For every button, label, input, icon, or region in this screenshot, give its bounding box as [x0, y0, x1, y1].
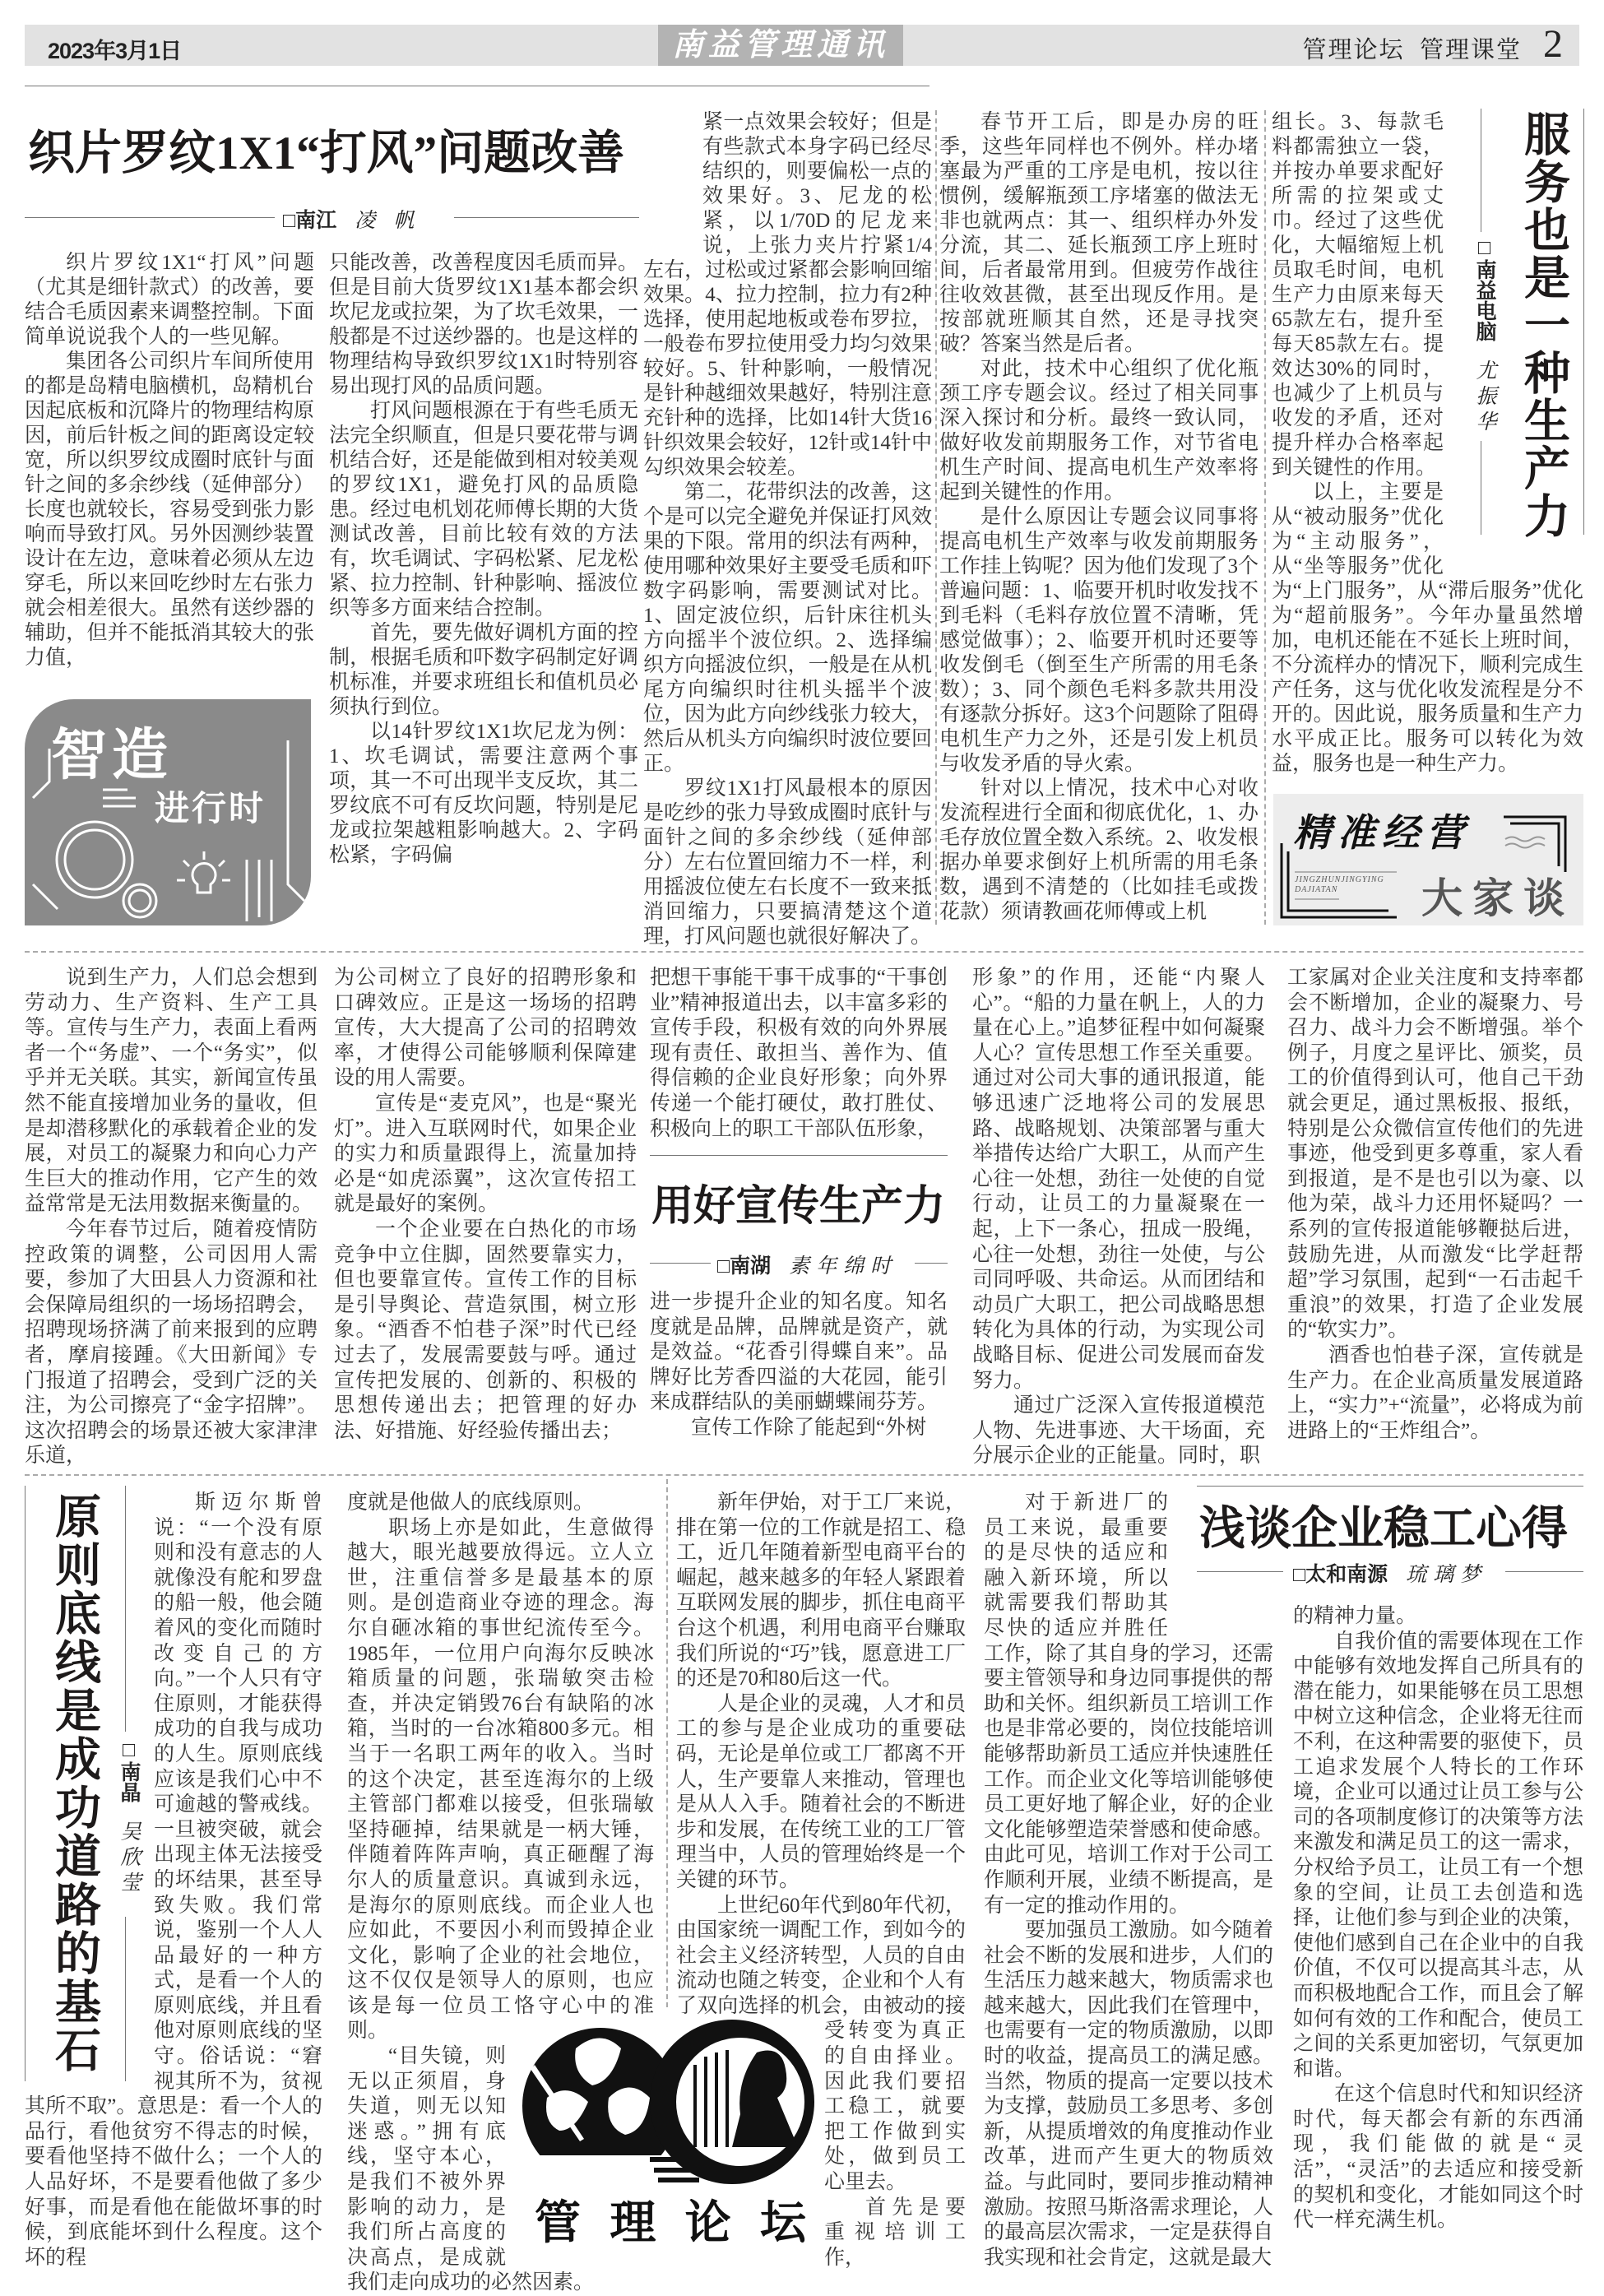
article-column [329, 251, 638, 868]
logo-char: 坛 [759, 2196, 806, 2248]
paragraph: 度就是他做人的底线原则。 [347, 1491, 595, 1514]
byline-author: 尤振华 [1473, 359, 1495, 436]
article-title: 用好宣传生产力 [651, 1184, 946, 1230]
paragraph: 对此，技术中心组织了优化瓶颈工序专题会议。经过了相关同事深入探讨和分析。最终一致认同，做好收发前期服务工作，对节省电机生产时间、提高电机生产效率将起到关键性的作用。 [939, 358, 1259, 503]
paragraph: 罗纹1X1打风最根本的原因是吃纱的张力导致成圈时底针与面针之间的多余纱线（延伸部分）左右位置回缩力不一样，利用摇波位使左右长度不一致来抵消回缩力，只要搞清楚这个道理，打风问题也就很好解决了。 [643, 777, 932, 948]
article-column [334, 966, 637, 1444]
section-divider [25, 1474, 1583, 1476]
article-column [939, 110, 1259, 925]
paragraph: 首先是要重视培训工作， [824, 2196, 966, 2269]
pinyin-line: JINGZHUNJINGYING [1295, 875, 1384, 884]
section-labels: 管理论坛 管理课堂 [1302, 37, 1522, 63]
paragraph: 是什么原因让专题会议同事将提高电机生产效率与收发前期服务工作挂上钩呢？因为他们发现了3个普遍问题：1、临要开机时收发找不到毛料（毛料存放位置不清晰，凭感觉做事）；2、临要开机时还要等收发倒毛（倒至生产所需的用毛条数）；3、同个颜色毛料多款共用没有逐款分拆好。这3个问题除了阻碍电机生产力之外，还是引发上机员与收发矛盾的导火索。 [939, 506, 1259, 775]
article-title: 织片罗纹1X1“打风”问题改善 [28, 128, 625, 179]
paragraph: 对于新进厂的员工来说，最重要的是尽快的适应和融入新环境，所以就需要我们帮助其尽快的适应并胜任工作，除了其自身的学习，还需要主管领导和身边同事提供的帮助和关怀。组织新员工培训工作也是非常必要的，岗位技能培训能够帮助新员工适应并快速胜任工作。而企业文化等培训能够使员工更好地了解企业，好的企业文化能够塑造荣誉感和使命感。由此可见，培训工作对于公司工作顺利开展，业绩不断提高，是有一定的推动作用的。 [984, 1491, 1273, 1917]
byline-author: 素年绵时 [789, 1255, 898, 1278]
paragraph: 职场上亦是如此，生意做得越大，眼光越要放得远。立人立世，注重信誉多是最基本的原则。是创造商业夺迹的理念。海尔自砸冰箱的事世纪流传至今。1985年，一位用户向海尔反映冰箱质量的问题，张瑞敏突击检查，并决定销毁76台有缺陷的冰箱，当时的一台冰箱800多元。相当于一名职工两年的收入。当时的这个决定，甚至连海尔的上级主管部门都难以接受，但张瑞敏坚持砸掉，结果就是一柄大锤，伴随着阵阵声响，真正砸醒了海尔人的质量意识。真诚到永远，是海尔的原则底线。而企业人也应如此，不要因小利而毁掉企业文化，影响了企业的社会地位，这不仅仅是领导人的原则，也应该是每一位员工恪守心中的准则。 [347, 1516, 654, 2043]
byline-author: 凌 帆 [355, 210, 421, 232]
paragraph: 以14针罗纹1X1坎尼龙为例：1、坎毛调试，需要注意两个事项，其一不可出现半支反坎，其二罗纹底不可有反坎问题，特别是尼龙或拉架越粗影响越大。2、字码松紧，字码偏 [329, 721, 638, 866]
byline-unit: □南晶 [118, 1739, 140, 1802]
article-title: 原则底线是成功道路的基石 [49, 1492, 100, 2075]
paragraph: 宣传是“麦克风”，也是“聚光灯”。进入互联网时代，如果企业的实力和质量跟得上，流量加持必是“如虎添翼”，这次宣传招工就是最好的案例。 [334, 1092, 637, 1216]
paragraph: 只能改善，改善程度因毛质而异。但是目前大货罗纹1X1基本都会织坎尼龙或拉架，为了坎毛效果，一般都是不过送纱器的。也是这样的物理结构导致织罗纹1X1时特别容易出现打风的品质问题。 [329, 252, 638, 397]
article-title: 浅谈企业稳工心得 [1199, 1504, 1568, 1555]
article-column [972, 966, 1265, 1469]
paragraph: 酒香也怕巷子深，宣传就是生产力。在企业高质量发展道路上，“实力”+“流量”，必将成为前进路上的“王炸组合”。 [1287, 1343, 1583, 1442]
divider [454, 217, 639, 218]
paragraph: 把想干事能干事干成事的“干事创业”精神报道出去，以丰富多彩的宣传手段，积极有效的向外界展现有责任、敢担当、善作为、值得信赖的企业良好形象；向外界传递一个能打硬仗，敢打胜仗、积极向上的职工干部队伍形象， [650, 967, 948, 1140]
byline [1469, 232, 1499, 441]
paragraph: 集团各公司织片车间所使用的都是岛精电脑横机，岛精机台因起底板和沉降片的物理结构原因，前后针板之间的距离设定较宽，所以织罗纹成圈时底针与面针之间的多余纱线（延伸部分）长度也就较长，容易受到张力影响而导致打风。另外因测纱装置设计在左边，意味着必须从左边穿毛，所以来回吃纱时左右张力就会相差很大。虽然有送纱器的辅助，但并不能抵消其较大的张力值， [25, 350, 314, 669]
divider [1583, 109, 1584, 535]
logo-char: 论 [684, 2196, 731, 2248]
paragraph: 形象”的作用，还能“内聚人心”。“船的力量在帆上，人的力量在心上。”追梦征程中如何凝聚人心？宣传思想工作至关重要。通过对公司大事的通讯报道，能够迅速广泛地将公司的发展思路、战略规划、决策部署与重大举措传达给广大职工，从而产生心往一处想，劲往一处使的自觉行动，让员工的力量凝聚在一起，上下一条心，扭成一股绳，心往一处想，劲往一处使，与公司同呼吸、共命运。从而团结和动员广大职工，把公司战略思想转化为具体的行动，为实现公司战略目标、促进公司发展而奋发努力。 [972, 967, 1265, 1392]
paragraph: 工家属对企业关注度和支持率都会不断增加，企业的凝聚力、号召力、战斗力会不断增强。举个例子，月度之星评比、颁奖，员工的价值得到认可，他自己干劲就会更足，通过黑板报、报纸，特别是公众微信宣传他们的先进事迹，他受到更多尊重，家人看到报道，是不是也引以为豪、以他为荣，战斗力还用怀疑吗？一系列的宣传报道能够鞭挞后进，鼓励先进，从而激发“比学赶帮超”学习氛围，起到“一石击起千重浪”的效果，打造了企业发展的“软实力”。 [1287, 967, 1583, 1342]
paragraph: “目失镜，则无以正须眉，身失道，则无以知迷惑。”拥有底线，坚守本心，是我们不被外界影响的动力，是我们所占高度的决高点，是成就我们走向成功的必然因素。 [347, 2045, 595, 2294]
paragraph: 新年伊始，对于工厂来说，排在第一位的工作就是招工、稳工，近几年随着新型电商平台的崛起，越来越多的年轻人紧跟着互联网发展的脚步，抓住电商平台这个机遇，利用电商平台赚取我们所说的“巧”钱，愿意进工厂的还是70和80后这一代。 [676, 1491, 966, 1691]
paragraph: 说到生产力，人们总会想到劳动力、生产资料、生产工具等。宣传与生产力，表面上看两者一个“务虚”、一个“务实”，似乎并无关联。其实，新闻宣传虽然不能直接增加业务的量收，但是却潜移默化的承载着企业的发展，对员工的凝聚力和向心力产生巨大的推动作用，它产生的效益常常是无法用数据来衡量的。 [25, 967, 318, 1216]
paragraph: 的精神力量。 [1293, 1605, 1417, 1627]
article-column [984, 1491, 1273, 2270]
section-divider [25, 951, 1583, 953]
page-number: 2 [1543, 22, 1563, 66]
article-column [25, 251, 314, 670]
paragraph: 第二，花带织法的改善，这个是可以完全避免并保证打风效果的下限。常用的织法有两种，使用哪种效果好主要受毛质和吓数字码影响，需要测试对比。1、固定波位织，后针床往机头方向摇半个波位织。2、选择编织方向摇波位织，一般是在从机尾方向编织时往机头摇半个波位，因为此方向纱线张力较大，然后从机头方向编织时波位要回正。 [643, 481, 932, 775]
column-logo-line1: 精准经营 [1293, 812, 1471, 854]
paragraph: 在这个信息时代和知识经济时代，每天都会有新的东西涌现，我们能做的就是“灵活”，“灵活”的去适应和接受新的契机和变化，才能如同这个时代一样充满生机。 [1293, 2083, 1583, 2232]
masthead: 南益管理通讯 [658, 25, 903, 66]
column-logo-title [535, 2187, 806, 2252]
divider [915, 1263, 948, 1264]
byline-author: 吴欣莹 [118, 1821, 140, 1897]
article-column [25, 1491, 322, 2270]
article-column [25, 966, 318, 1469]
divider [650, 1155, 948, 1156]
byline-unit: □南益电脑 [1473, 237, 1495, 341]
byline-unit: □太和南源 [1293, 1563, 1388, 1586]
paragraph: 通过广泛深入宣传报道模范人物、先进事迹、大干场面，充分展示企业的正能量。同时，职 [972, 1394, 1265, 1468]
issue-date: 2023年3月1日 [48, 39, 182, 63]
article-title: 服务也是一种生产力 [1518, 110, 1569, 540]
paragraph: 人是企业的灵魂，人才和员工的参与是企业成功的重要砝码，无论是单位或工厂都离不开人，生产要靠人来推动，管理也是从人入手。随着社会的不断进步和发展，在传统工业的工厂管理当中，人员的管理始终是一个关键的环节。 [676, 1692, 966, 1891]
column-separator [1264, 110, 1266, 925]
paragraph: 宣传工作除了能起到“外树 [691, 1416, 927, 1439]
paragraph: 今年春节过后，随着疫情防控政策的调整，公司因用人需要，参加了大田县人力资源和社会保障局组织的一场场招聘会，招聘现场挤满了前来报到的应聘者，摩肩接踵。《大田新闻》专门报道了招聘会，受到广泛的关注，为公司擦亮了“金字招牌”。这次招聘会的场景还被大家津津乐道， [25, 1218, 318, 1468]
article-column [643, 110, 932, 949]
paragraph: 打风问题根源在于有些毛质无法完全织顺直，但是只要花带与调机结合好，还是能做到相对较美观的罗纹1X1，避免打风的品质隐患。经过电机划花师傅长期的大货测试改善，目前比较有效的方法有，坎毛调试、字码松紧、尼龙松紧、拉力控制、针种影响、摇波位织等多方面来结合控制。 [329, 400, 638, 619]
column-separator [666, 1479, 668, 2007]
divider [1197, 1486, 1583, 1487]
paragraph: 为公司树立了良好的招聘形象和口碑效应。正是这一场场的招聘宣传，大大提高了公司的招聘效率，才使得公司能够顺利保障建设的用人需要。 [334, 967, 637, 1090]
lily-and-reader-icon [518, 2015, 823, 2188]
column-logo-pinyin [1295, 875, 1384, 895]
byline-author: 琉璃梦 [1406, 1564, 1488, 1586]
paragraph: 要加强员工激励。如今随着社会不断的发展和进步，人们的生活压力越来越大，物质需求也越来越大，因此我们在管理中，也需要有一定的物质激励，以即时的收益，提高员工的满足感。当然，物质的提高一定要以技术为支撑，鼓励员工多思考、多创新，从提质增效的角度推动作业改革，进而产生更大的物质效益。与此同时，要同步推动精神激励。按照马斯洛需求理论，人的最高层次需求，一定是获得自我实现和社会肯定，这就是最大 [984, 1919, 1273, 2269]
paragraph: 针对以上情况，技术中心对收发流程进行全面和彻底优化，1、办毛存放位置全数入系统。2、收发根据办单要求倒好上机所需的用毛条数，遇到不清楚的（比如挂毛或拨花款）须请教画花师傅或上机 [939, 777, 1259, 923]
column-logo-line2: 进行时 [155, 791, 267, 828]
logo-char: 理 [610, 2196, 656, 2248]
byline [717, 1250, 897, 1279]
article-column [1287, 966, 1583, 1444]
paragraph: 首先，要先做好调机方面的控制，根据毛质和吓数字码制定好调机标准，并要求班组长和值机员必须执行到位。 [329, 622, 638, 718]
byline-unit: □南江 [283, 209, 337, 232]
divider [1505, 1571, 1583, 1572]
column-logo-line2: 大家谈 [1421, 875, 1574, 921]
article-column [650, 1290, 948, 1441]
article-column [650, 966, 948, 1142]
divider [1197, 1571, 1283, 1572]
column-separator [935, 110, 937, 925]
paragraph: 组长。3、每款毛料都需独立一袋，并按办单要求配好所需的拉架或丈巾。经过了这些优化，大幅缩短上机员取毛时间，电机生产力由原来每天65款左右，提升至每天85款左右。提效达30%的同时，也减少了上机员与收发的矛盾，还对提升样办合格率起到关键性的作用。 [1272, 111, 1444, 479]
article-column [1293, 1604, 1583, 2233]
divider [25, 217, 275, 218]
byline-unit: □南湖 [717, 1255, 772, 1278]
paragraph: 紧一点效果会较好；但是有些款式本身字码已经尽结织的，则要偏松一点的效果好。3、尼龙的松紧，以1/70D的尼龙来说，上张力夹片拧紧1/4左右，过松或过紧都会影响回缩效果。4、拉力控制，拉力有2种选择，使用起地板或卷布罗拉，一般卷布罗拉使用受力均匀效果较好。5、针种影响，一般情况是针种越细效果越好，特别注意充针种的选择，比如14针大货16针织效果会较好，12针或14针中勾织效果会较差。 [643, 111, 932, 479]
paragraph: 织片罗纹1X1“打风”问题（尤其是细针款式）的改善，要结合毛质因素来调整控制。下面简单说说我个人的一些见解。 [25, 252, 314, 348]
column-logo-line1: 智造 [51, 724, 174, 786]
paragraph: 一个企业要在白热化的市场竞争中立住脚，固然要靠实力，但也要靠宣传。宣传工作的目标是引导舆论、营造氛围，树立形象。“酒香不怕巷子深”时代已经过去了，发展需要鼓与呼。通过宣传把发展的、创新的、积极的思想传递出去；把管理的好办法、好措施、好经验传播出去； [334, 1218, 637, 1442]
paragraph: 进一步提升企业的知名度。知名度就是品牌，品牌就是资产，就是效益。“花香引得蝶自来”。品牌好比芳香四溢的大花园，能引来成群结队的美丽蝴蝶闹芬芳。 [650, 1291, 948, 1414]
paragraph: 上世纪60年代到80年代初，由国家统一调配工作，到如今的社会主义经济转型，人员的自由流动也随之转变，企业和个人有了双向选择的机会，由被动的接受转变为真正的自由择业。因此我们要招工稳工，就要把工作做到实处，做到员工心里去。 [676, 1894, 966, 2194]
logo-char: 管 [535, 2196, 581, 2248]
pinyin-line: DAJIATAN [1295, 885, 1338, 894]
column-logo-guanli [518, 2015, 823, 2254]
paragraph: 斯迈尔斯曾说：“一个没有原则和没有意志的人就像没有舵和罗盘的船一般，他会随着风的变化而随时改变自己的方向。”一个人只有守住原则，才能获得成功的自我与成功的人生。原则底线应该是我们心中不可逾越的警戒线。一旦被突破，就会出现主体无法接受的坏结果，甚至导致失败。我们常说，鉴别一个人人品最好的一种方式，是看一个人的原则底线，并且看他对原则底线的坚守。俗话说：“窘视其所不为，贫视其所不取”。意思是：看一个人的品行，看他贫穷不得志的时候，要看他坚持不做什么；一个人的人品好坏，不是要看他做了多少好事，而是看他在能做坏事的时候，到底能坏到什么程度。这个坏的程 [25, 1491, 322, 2269]
byline [283, 204, 420, 234]
divider [650, 1263, 711, 1264]
paragraph: 以上，主要是从“被动服务”优化为“主动服务”，从“坐等服务”优化为“上门服务”，从“滞后服务”优化为“超前服务”。今年办量虽然增加，电机还能在不延长上班时间，不分流样办的情况下，顺利完成生产任务，这与优化收发流程是分不开的。因此说，服务质量和生产力水平成正比。服务可以转化为效益，服务也是一种生产力。 [1272, 481, 1583, 775]
paragraph: 自我价值的需要体现在工作中能够有效地发挥自己所具有的潜在能力，如果能够在员工思想中树立这种信念，企业将无往而不利，在这种需要的驱使下，员工追求发展个人特长的工作环境，企业可以通过让员工参与公司的各项制度修订的决策等方法来激发和满足员工的这一需求，分权给予员工，让员工有一个想象的空间，让员工去创造和选择，让他们参与到企业的决策，使他们感到自己在企业中的自我价值，不仅可以提高其斗志，从而积极地配合工作，而且会了解如何有效的工作和配合，使员工之间的关系更加密切，气氛更加和谐。 [1293, 1630, 1583, 2080]
byline [1293, 1558, 1487, 1588]
paragraph: 春节开工后，即是办房的旺季，这些年同样也不例外。样办堵塞最为严重的工序是电机，按以往惯例，缓解瓶颈工序堵塞的做法无非也就两点：其一、组织样办外发分流，其二、延长瓶颈工序上班时间，后者最常用到。但疲劳作战往往收效甚微，甚至出现反作用。是按部就班顺其自然，还是寻找突破？答案当然是后者。 [939, 111, 1259, 355]
